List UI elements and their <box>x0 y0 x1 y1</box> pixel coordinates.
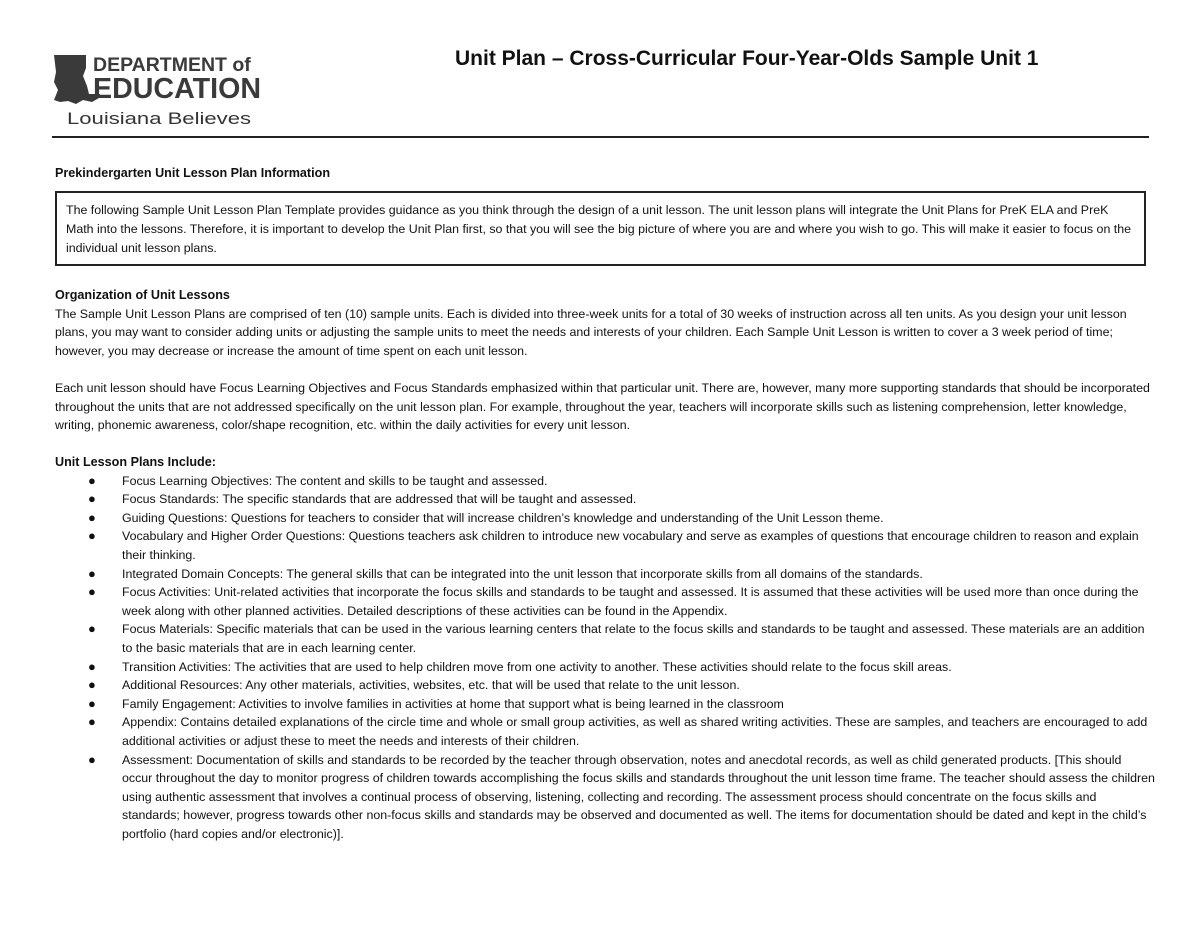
includes-heading: Unit Lesson Plans Include: <box>55 455 216 469</box>
organization-paragraph: The Sample Unit Lesson Plans are comprised of ten (10) sample units. Each is divided into three-week units for a total of 30 weeks of instruction across all ten units. As you design your unit lesson plans, you may want to consider adding units or adjusting the sample units to meet the needs and interests of your children. Each Sample Unit Lesson is written to cover a 3 week period of time; however, you may decrease or increase the amount of time spent on each unit lesson. <box>55 306 1127 358</box>
bullet-icon: ● <box>88 565 96 581</box>
logo-line-2: EDUCATION <box>93 73 261 105</box>
logo-line-1: DEPARTMENT of <box>93 54 251 76</box>
includes-list <box>55 472 1155 844</box>
header-divider <box>52 136 1149 138</box>
bullet-icon: ● <box>88 714 96 730</box>
list-item: ● Appendix: Contains detailed explanations of the circle time and whole or small group activities, as well as shared writing activities. These are samples, and teachers are encouraged to add additional activities or adjust these to meet the needs and interests of their children. <box>88 714 1148 748</box>
list-item: ● Transition Activities: The activities that are used to help children move from one activity to another. These activities should relate to the focus skill areas. <box>55 658 1155 677</box>
bullet-icon: ● <box>88 677 96 693</box>
focus-standards-section <box>55 379 1155 435</box>
bullet-icon: ● <box>88 584 96 600</box>
info-box: The following Sample Unit Lesson Plan Template provides guidance as you think through the design of a unit lesson. The unit lesson plans will integrate the Unit Plans for PreK ELA and PreK Math into the lessons. Therefore, it is important to develop the Unit Plan first, so that you will see the big picture of where you are and where you wish to go. This will make it easier to focus on the individual unit lesson plans. <box>55 191 1146 266</box>
focus-standards-paragraph: Each unit lesson should have Focus Learning Objectives and Focus Standards emphasized within that particular unit. There are, however, many more supporting standards that should be incorporated throughout the units that are not addressed specifically on the unit lesson plan. For example, throughout the year, teachers will incorporate skills such as listening comprehension, letter knowledge, writing, phonemic awareness, color/shape recognition, etc. within the daily activities for every unit lesson. <box>55 381 1150 433</box>
bullet-icon: ● <box>88 509 96 525</box>
list-item: ● Guiding Questions: Questions for teachers to consider that will increase children’s knowledge and understanding of the Unit Lesson theme. <box>55 509 1155 528</box>
bullet-icon: ● <box>88 491 96 507</box>
bullet-icon: ● <box>88 695 96 711</box>
list-item: ● Focus Materials: Specific materials that can be used in the various learning centers that relate to the focus skills and standards to be taught and assessed. These materials are an addition to the basic materials that are in each learning center. <box>88 621 1145 655</box>
bullet-icon: ● <box>88 528 96 544</box>
list-item: ● Focus Activities: Unit-related activities that incorporate the focus skills and standards to be taught and assessed. It is assumed that these activities will be used more than once during the week along with other planned activities. Detailed descriptions of these activities can be found in the Appendix. <box>88 584 1139 618</box>
department-of-education-logo <box>52 52 267 132</box>
bullet-icon: ● <box>88 472 96 488</box>
page-title: Unit Plan – Cross-Curricular Four-Year-Olds Sample Unit 1 <box>455 47 1039 70</box>
logo-tagline: Louisiana Believes <box>67 109 251 128</box>
list-item: ● Vocabulary and Higher Order Questions: Questions teachers ask children to introduce new vocabulary and serve as examples of questions that encourage children to reason and explain their thinking. <box>88 528 1139 562</box>
list-item: ● Additional Resources: Any other materials, activities, websites, etc. that will be used that relate to the unit lesson. <box>55 676 1155 695</box>
bullet-icon: ● <box>88 658 96 674</box>
info-heading: Prekindergarten Unit Lesson Plan Information <box>55 166 331 180</box>
list-item: ● Focus Learning Objectives: The content and skills to be taught and assessed. <box>55 472 1155 491</box>
organization-heading: Organization of Unit Lessons <box>55 288 230 302</box>
includes-section <box>55 453 1155 843</box>
list-item: ● Integrated Domain Concepts: The general skills that can be integrated into the unit lesson that incorporate skills from all domains of the standards. <box>55 565 1155 584</box>
bullet-icon: ● <box>88 751 96 767</box>
bullet-icon: ● <box>88 621 96 637</box>
list-item: ● Focus Standards: The specific standards that are addressed that will be taught and assessed. <box>55 490 1155 509</box>
organization-section <box>55 286 1155 360</box>
list-item: ● Family Engagement: Activities to involve families in activities at home that support what is being learned in the classroom <box>55 695 1155 714</box>
list-item: ● Assessment: Documentation of skills and standards to be recorded by the teacher through observation, notes and anecdotal records, as well as child generated products. [This should occur throughout the day to monitor progress of children towards accomplishing the focus skills and standards throughout the unit lesson time frame. The teacher should assess the children using authentic assessment that involves a continual process of observing, listening, collecting and recording. The assessment process should concentrate on the focus skills and standards; however, progress towards other non-focus skills and standards may be observed and documented as well. The items for documentation should be dated and kept in the child’s portfolio (hard copies and/or electronic)]. <box>88 751 1155 841</box>
